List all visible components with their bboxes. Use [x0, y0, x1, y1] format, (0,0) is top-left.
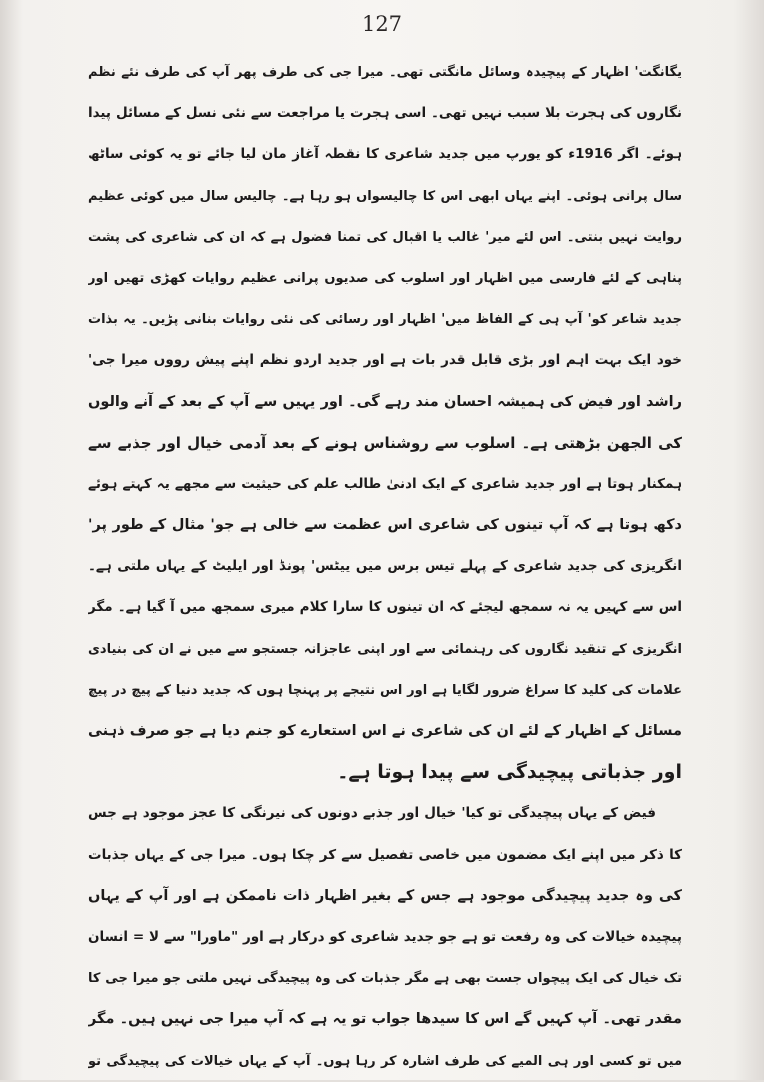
text-line: کی الجھن بڑھتی ہے۔ اسلوب سے روشناس ہونے کے بعد آدمی خیال اور جذبے سے [88, 433, 682, 452]
text-line: فیض کے یہاں پیچیدگی تو کیا' خیال اور جذبے دونوں کی نیرنگی کا عجز موجود ہے جس [88, 805, 656, 822]
text-line: یگانگت' اظہار کے پیچیدہ وسائل مانگتی تھی۔ میرا جی کی طرف پھر آپ کی طرف نئے نظم [88, 65, 682, 80]
text-line: اس سے کہیں یہ نہ سمجھ لیجئے کہ ان تینوں کا سارا کلام میری سمجھ میں آ گیا ہے۔ مگر [88, 599, 682, 616]
text-line: کا ذکر میں اپنے ایک مضمون میں خاصی تفصیل سے کر چکا ہوں۔ میرا جی کے یہاں جذبات [88, 846, 682, 863]
text-line: مقدر تھی۔ آپ کہیں گے اس کا سیدھا جواب تو یہ ہے کہ آپ میرا جی نہیں ہیں۔ مگر [88, 1011, 682, 1028]
text-line: پناہی کے لئے فارسی میں اظہار اور اسلوب کی صدیوں پرانی عظیم روایات کھڑی تھیں اور [88, 270, 682, 286]
text-line: کی وہ جدید پیچیدگی موجود ہے جس کے بغیر اظہار ذات ناممکن ہے اور آپ کے یہاں [88, 887, 682, 904]
text-line: میں تو کسی اور ہی المیے کی طرف اشارہ کر رہا ہوں۔ آپ کے یہاں خیالات کی پیچیدگی تو [88, 1053, 682, 1069]
text-line: ہمکنار ہوتا ہے اور جدید شاعری کے ایک ادنیٰ طالب علم کی حیثیت سے مجھے یہ کہتے ہوئے [88, 475, 682, 492]
text-line: انگریزی کے تنقید نگاروں کی رہنمائی سے اور اپنی عاجزانہ جستجو سے میں نے ان کی بنیادی [88, 641, 682, 657]
text-line: راشد اور فیض کی ہمیشہ احسان مند رہے گی۔ اور یہیں سے آپ کے بعد کے آنے والوں [88, 393, 682, 410]
text-line: پیچیدہ خیالات کی وہ رفعت تو ہے جو جدید شاعری کو درکار ہے اور "ماورا" سے لا = انسان [88, 928, 682, 945]
text-line: ہوئے۔ اگر 1916ء کو یورپ میں جدید شاعری کا نقطہ آغاز مان لیا جائے تو یہ کوئی ساٹھ [88, 146, 682, 163]
text-line: روایت نہیں بنتی۔ اس لئے میر' غالب یا اقبال کی تمنا فضول ہے کہ ان کی شاعری کی پشت [88, 229, 682, 245]
text-line: علامات کی کلید کا سراغ ضرور لگایا ہے اور اس نتیجے پر پہنچا ہوں کہ جدید دنیا کے پیچ در پیچ [88, 682, 682, 698]
text-line: مسائل کے اظہار کے لئے ان کی شاعری نے اس استعارے کو جنم دیا ہے جو صرف ذہنی [88, 723, 682, 739]
text-line: سال پرانی ہوئی۔ اپنے یہاں ابھی اس کا چالیسواں ہو رہا ہے۔ چالیس سال میں کوئی عظیم [88, 188, 682, 204]
body-text [88, 52, 682, 1082]
text-line: خود ایک بہت اہم اور بڑی قابل قدر بات ہے اور جدید اردو نظم اپنے پیش رووں میرا جی' [88, 352, 682, 369]
page-number: 127 [361, 12, 403, 36]
text-line: اور جذباتی پیچیدگی سے پیدا ہوتا ہے۔ [337, 761, 682, 784]
text-line: جدید شاعر کو' آپ ہی کے الفاظ میں' اظہار اور رسائی کی نئی روایات بنانی پڑیں۔ یہ بذات [88, 312, 682, 328]
text-line: تک خیال کی ایک پیچواں جست بھی ہے مگر جذبات کی وہ پیچیدگی نہیں ملتی جو میرا جی کا [88, 971, 682, 987]
text-line: دکھ ہوتا ہے کہ آپ تینوں کی شاعری اس عظمت سے خالی ہے جو' مثال کے طور پر' [88, 517, 682, 534]
text-line: نگاروں کی ہجرت بلا سبب نہیں تھی۔ اسی ہجرت یا مراجعت سے نئی نسل کے مسائل پیدا [88, 105, 682, 122]
text-line: انگریزی کی جدید شاعری کے پہلے تیس برس میں ییٹس' پونڈ اور ایلیٹ کے یہاں ملتی ہے۔ [88, 558, 682, 575]
